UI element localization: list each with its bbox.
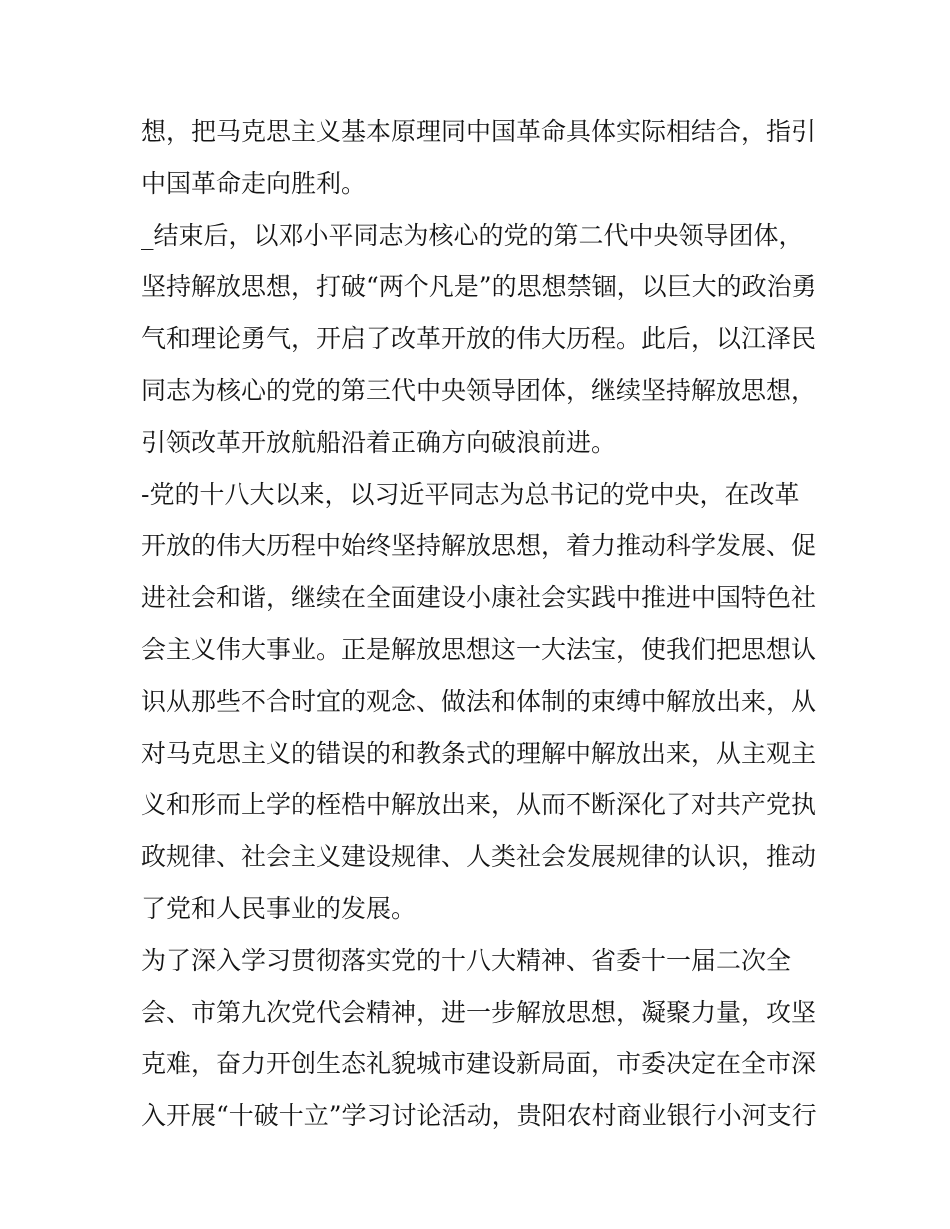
text-line: 了党和人民事业的发展。 (141, 893, 417, 923)
text-line: _结束后，以邓小平同志为核心的党的第二代中央领导团体， (141, 220, 804, 250)
text-line: 对马克思主义的错误的和教条式的理解中解放出来，从主观主 (141, 738, 817, 768)
text-line: 进社会和谐，继续在全面建设小康社会实践中推进中国特色社 (141, 583, 817, 613)
text-line: 会、市第九次党代会精神，进一步解放思想，凝聚力量，攻坚 (141, 997, 817, 1027)
body-text (141, 106, 821, 1142)
text-line: 克难，奋力开创生态礼貌城市建设新局面，市委决定在全市深 (141, 1049, 817, 1079)
text-line: 气和理论勇气，开启了改革开放的伟大历程。此后，以江泽民 (141, 324, 817, 354)
text-line: 坚持解放思想，打破“两个凡是”的思想禁锢，以巨大的政治勇 (141, 272, 817, 302)
text-line: 义和形而上学的桎梏中解放出来，从而不断深化了对共产党执 (141, 790, 817, 820)
text-line: 引领改革开放航船沿着正确方向破浪前进。 (141, 427, 617, 457)
text-line: 入开展“十破十立”学习讨论活动，贵阳农村商业银行小河支行 (141, 1101, 817, 1131)
text-line: 中国革命走向胜利。 (141, 168, 367, 198)
text-line: 政规律、社会主义建设规律、人类社会发展规律的认识，推动 (141, 842, 817, 872)
text-line: 开放的伟大历程中始终坚持解放思想，着力推动科学发展、促 (141, 531, 817, 561)
text-line: 想，把马克思主义基本原理同中国革命具体实际相结合，指引 (141, 117, 817, 146)
text-line: -党的十八大以来，以习近平同志为总书记的党中央，在改革 (141, 479, 800, 509)
text-line: 同志为核心的党的第三代中央领导团体，继续坚持解放思想， (141, 375, 817, 405)
text-line: 会主义伟大事业。正是解放思想这一大法宝，使我们把思想认 (141, 634, 817, 664)
text-line: 为了深入学习贯彻落实党的十八大精神、省委十一届二次全 (141, 945, 792, 975)
text-line: 识从那些不合时宜的观念、做法和体制的束缚中解放出来，从 (141, 686, 817, 716)
